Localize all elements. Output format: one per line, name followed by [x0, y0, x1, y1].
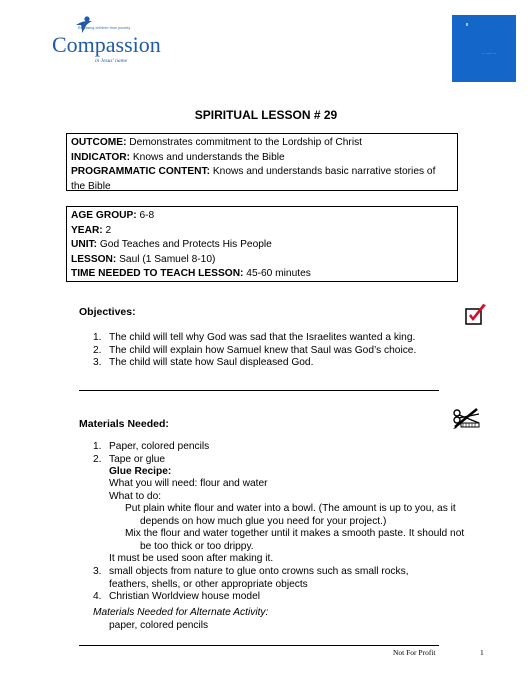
glue-use-soon: It must be used soon after making it.	[109, 553, 274, 564]
logo-subline: in Jesus' name	[95, 58, 128, 64]
programmatic-row: PROGRAMMATIC CONTENT: Knows and understands basic narrative stories of	[71, 166, 436, 177]
list-item: 3. The child will state how Saul displeased God.	[93, 357, 314, 369]
glue-step1-cont: depends on how much glue you need for your project.)	[140, 516, 387, 527]
list-item: 2. Tape or glue	[93, 453, 166, 465]
list-item-cont: feathers, shells, or other appropriate objects	[109, 578, 308, 590]
blue-corner-block: ~ ~~~ ~	[452, 15, 516, 82]
year-row: YEAR: 2	[71, 224, 112, 236]
materials-list	[93, 441, 209, 466]
pencil-scissors-icon	[451, 405, 483, 431]
list-item: 4. Christian Worldview house model	[93, 591, 260, 603]
checkbox-check-icon	[464, 303, 488, 327]
divider	[79, 645, 439, 646]
page-number: 1	[480, 648, 484, 657]
indicator-row: INDICATOR: Knows and understands the Bible	[71, 151, 285, 163]
outcome-row: OUTCOME: Demonstrates commitment to the Lordship of Christ	[71, 137, 363, 148]
outcome-box	[66, 133, 458, 191]
list-item: 3. small objects from nature to glue onto crowns such as small rocks,	[93, 566, 409, 577]
page-title: SPIRITUAL LESSON # 29	[194, 108, 338, 122]
materials-list-cont	[93, 566, 409, 604]
alt-materials-text: paper, colored pencils	[109, 620, 209, 631]
glue-step2-cont: be too thick or too drippy.	[140, 541, 254, 552]
alt-materials-heading: Materials Needed for Alternate Activity:	[93, 607, 269, 618]
list-item: 1. The child will tell why God was sad that the Israelites wanted a king.	[93, 332, 416, 343]
lesson-row: LESSON: Saul (1 Samuel 8-10)	[71, 253, 216, 265]
glue-step2: Mix the flour and water together until it makes a smooth paste. It should not	[125, 528, 465, 539]
compassion-logo	[52, 22, 162, 70]
programmatic-row-cont: the Bible	[71, 180, 111, 192]
time-row: TIME NEEDED TO TEACH LESSON: 45-60 minutes	[71, 268, 311, 279]
glue-todo: What to do:	[109, 491, 162, 502]
divider	[79, 390, 439, 391]
footer-note: Not For Profit	[393, 648, 436, 657]
logo-tagline: Releasing children from poverty	[78, 26, 131, 30]
age-group-row: AGE GROUP: 6-8	[71, 210, 155, 221]
list-item: 2. The child will explain how Samuel knew that Saul was God’s choice.	[93, 344, 417, 356]
objectives-list	[93, 332, 416, 370]
list-item: 1. Paper, colored pencils	[93, 441, 210, 452]
glue-step1: Put plain white flour and water into a bowl. (The amount is up to you, as it	[125, 503, 456, 514]
objectives-heading: Objectives:	[79, 306, 136, 318]
logo-wordmark: Compassion	[52, 32, 161, 57]
glue-need: What you will need: flour and water	[109, 478, 268, 489]
glue-recipe-heading: Glue Recipe:	[109, 466, 172, 477]
lesson-info-box	[66, 206, 458, 282]
unit-row: UNIT: God Teaches and Protects His People	[71, 239, 272, 250]
materials-heading: Materials Needed:	[79, 418, 169, 430]
